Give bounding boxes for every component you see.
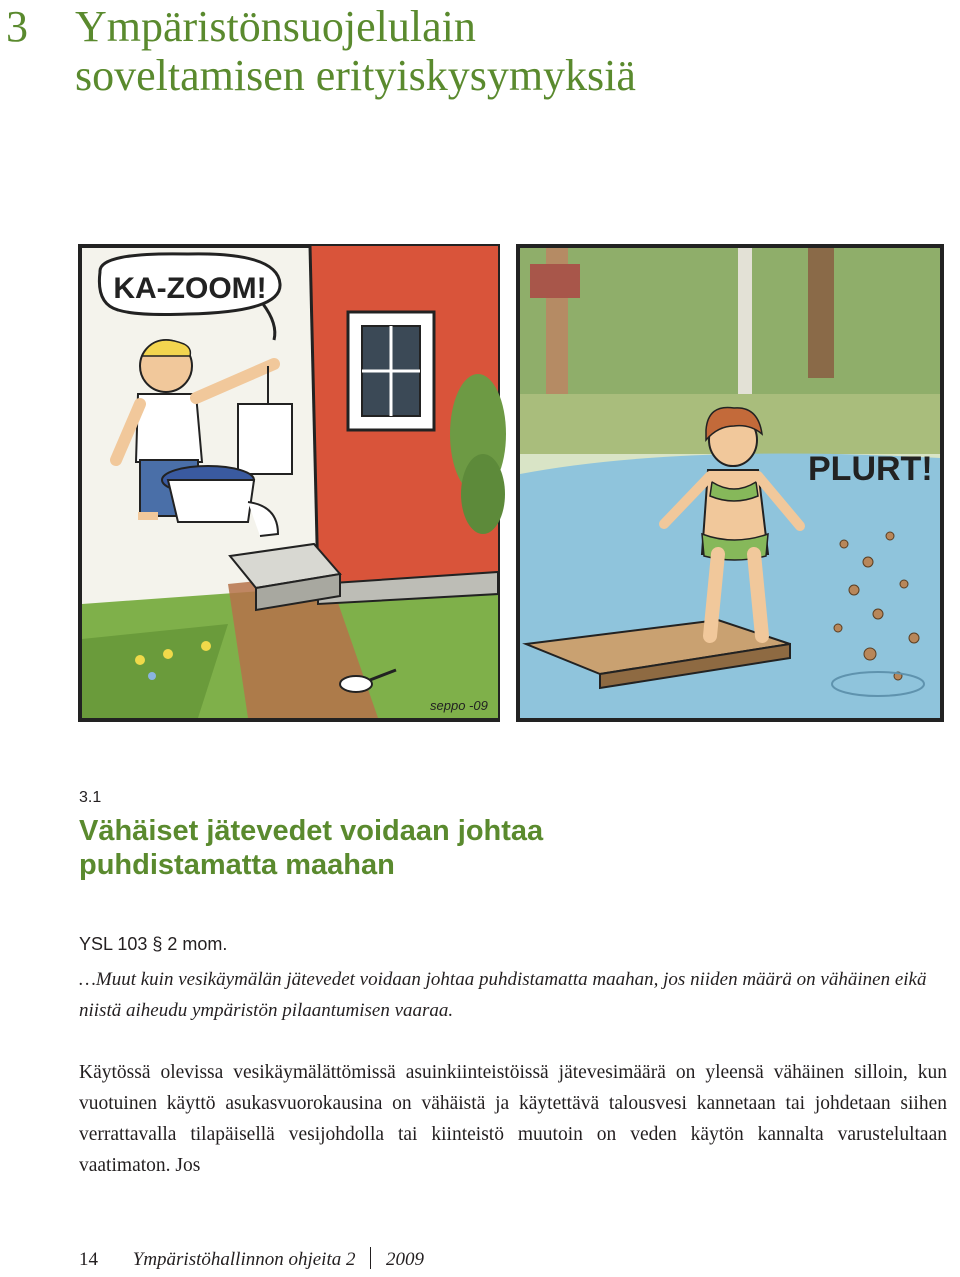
chapter-title-line-2: soveltamisen erityiskysymyksiä (75, 51, 636, 100)
page-number: 14 (79, 1249, 98, 1270)
ka-zoom-text: KA-ZOOM! (113, 272, 267, 305)
right-panel (518, 246, 942, 720)
publication-name: Ympäristöhallinnon ohjeita (132, 1249, 342, 1270)
section-heading (79, 814, 779, 882)
section-number: 3.1 (79, 789, 102, 806)
left-panel (80, 246, 506, 720)
law-reference: YSL 103 § 2 mom. (79, 934, 228, 954)
section-heading-line-1: Vähäiset jätevedet voidaan johtaa (79, 815, 544, 847)
publication-year: 2009 (386, 1249, 424, 1270)
law-quote: …Muut kuin vesikäymälän jätevedet voidaan johtaa puhdistamatta maahan, jos niiden määrä on vähäinen eikä niistä aiheudu ympäristön pilaantumisen vaaraa. (79, 969, 927, 1021)
chapter-number: 3 (6, 2, 28, 51)
section-heading-line-2: puhdistamatta maahan (79, 849, 395, 881)
cartoon-signature: seppo -09 (430, 698, 488, 713)
plurt-text: PLURT! (808, 450, 933, 488)
footer-divider (370, 1247, 371, 1269)
page-footer (79, 1247, 424, 1271)
cartoon-illustration (78, 244, 946, 724)
chapter-title-line-1: Ympäristönsuojelulain (75, 2, 476, 51)
publication-issue: 2 (346, 1249, 356, 1270)
body-paragraph: Käytössä olevissa vesikäymälättömissä asuinkiinteistöissä jätevesimäärä on yleensä vähäinen silloin, kun vuotuinen käyttö asukasvuorokausina on vähäistä ja käytettävä talousvesi kannetaan tai johdetaan siihen verrattavalla tilapäisellä vesijohdolla tai kiinteistö muutoin on veden käytön kannalta varustelultaan vaatimaton. Jos (79, 1062, 947, 1176)
